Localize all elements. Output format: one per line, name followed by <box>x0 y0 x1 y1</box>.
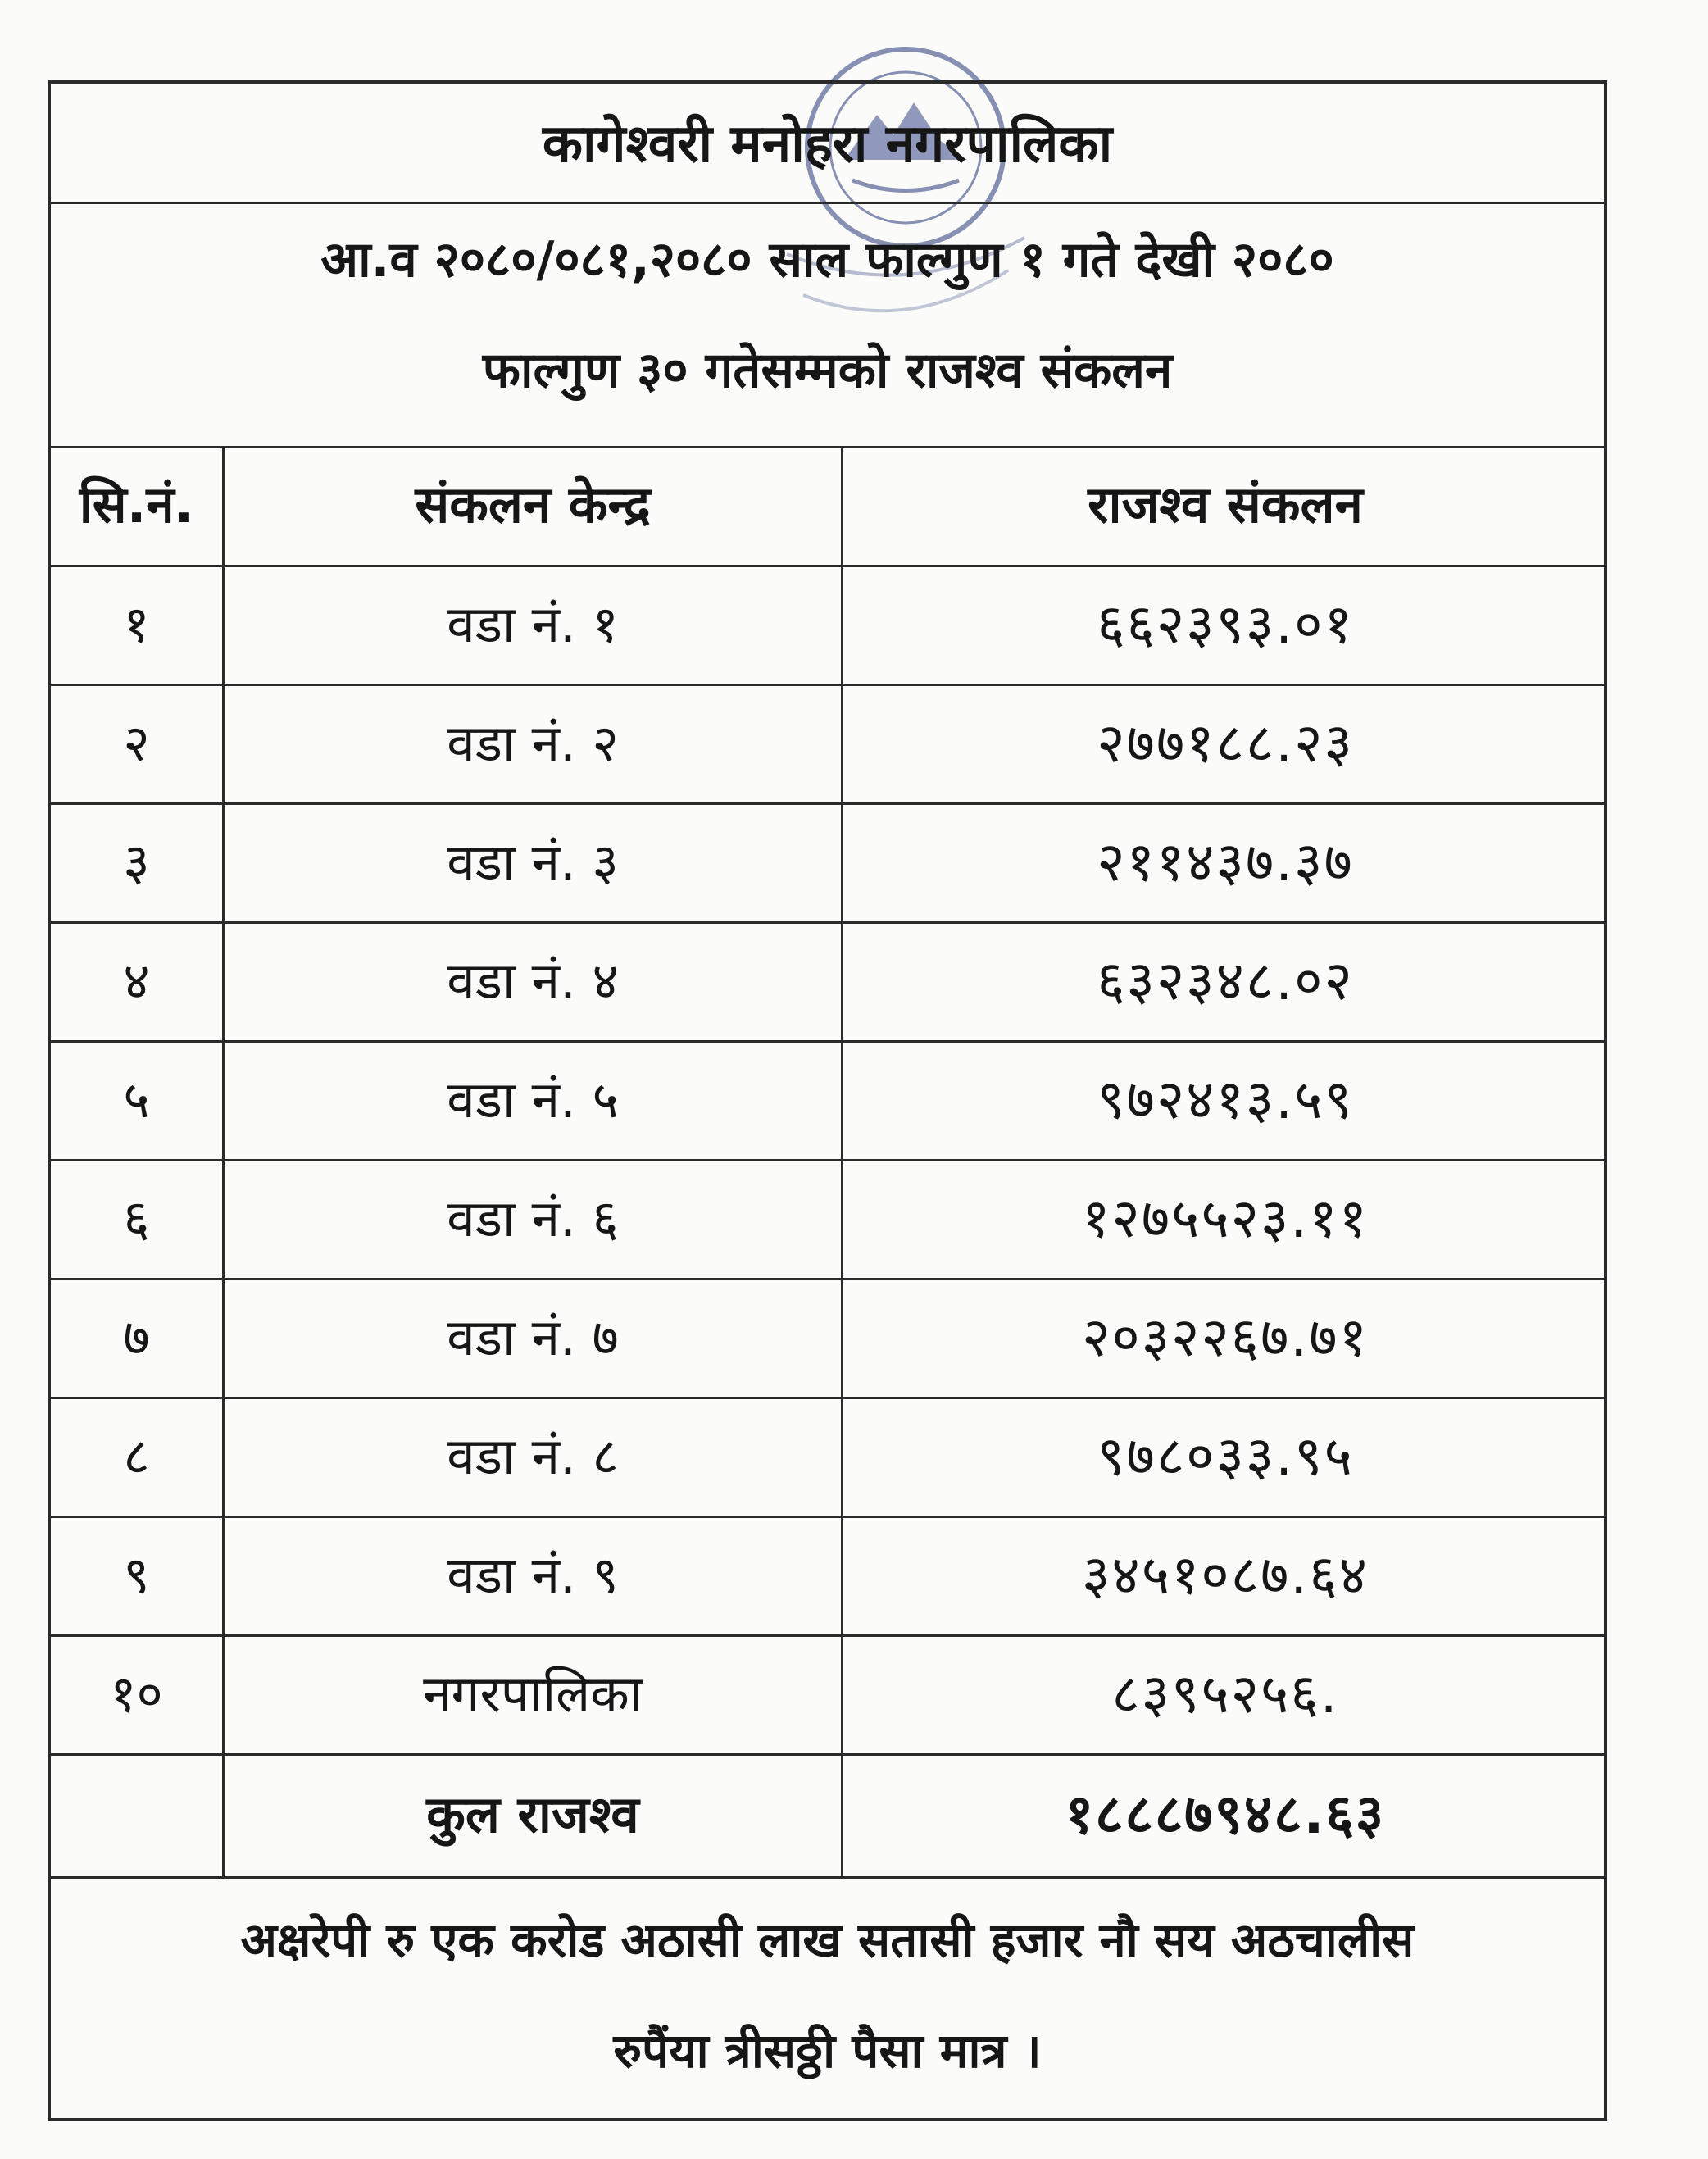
row-collection-center: वडा नं. ५ <box>447 1070 619 1129</box>
row-serial-number: ५ <box>123 1070 150 1129</box>
row-collection-center: नगरपालिका <box>423 1664 643 1724</box>
header-serial-number: सि.नं. <box>79 475 194 534</box>
row-collection-center: वडा नं. ४ <box>447 951 619 1011</box>
row-revenue-amount: ६६२३९३.०१ <box>1097 593 1354 656</box>
row-collection-center: वडा नं. २ <box>447 713 619 773</box>
amount-in-words-line2: रुपैंया त्रीसठ्ठी पैसा मात्र । <box>613 2023 1042 2079</box>
row-collection-center: वडा नं. ६ <box>447 1189 619 1248</box>
row-serial-number: ६ <box>123 1189 150 1248</box>
row-revenue-amount: २७७१८८.२३ <box>1097 711 1354 775</box>
row-revenue-amount: ६३२३४८.०२ <box>1097 949 1354 1012</box>
row-collection-center: वडा नं. ८ <box>447 1426 619 1486</box>
row-revenue-amount: १२७५५२३.११ <box>1082 1187 1369 1250</box>
row-serial-number: ४ <box>123 951 150 1011</box>
row-serial-number: ७ <box>123 1307 150 1367</box>
row-revenue-amount: २०३२२६७.७१ <box>1082 1306 1369 1369</box>
row-serial-number: ८ <box>123 1426 150 1486</box>
document-subtitle-line2: फाल्गुण ३० गतेसम्मको राजश्व संकलन <box>482 342 1173 399</box>
row-serial-number: १ <box>123 594 150 654</box>
row-collection-center: वडा नं. ७ <box>447 1307 619 1367</box>
document-subtitle-line1: आ.व २०८०/०८१,२०८० साल फाल्गुण १ गते देखी २०८० <box>320 231 1334 289</box>
document-frame <box>48 80 1607 2121</box>
amount-in-words-line1: अक्षरेपी रु एक करोड अठासी लाख सतासी हजार नौ सय अठचालीस <box>240 1912 1415 1968</box>
divider <box>51 202 1604 204</box>
divider <box>51 1753 1604 1756</box>
divider <box>51 1876 1604 1879</box>
header-collection-center: संकलन केन्द्र <box>415 475 651 534</box>
row-serial-number: ३ <box>123 832 150 892</box>
row-revenue-amount: ९७८०३३.९५ <box>1097 1425 1354 1488</box>
header-revenue-collection: राजश्व संकलन <box>1088 475 1363 534</box>
row-revenue-amount: ३४५१०८७.६४ <box>1082 1543 1369 1607</box>
row-serial-number: २ <box>123 713 150 773</box>
row-revenue-amount: २११४३७.३७ <box>1097 830 1354 893</box>
row-collection-center: वडा नं. ९ <box>447 1545 619 1605</box>
row-revenue-amount: ९७२४१३.५९ <box>1097 1068 1354 1131</box>
row-serial-number: १० <box>110 1664 163 1724</box>
document-title: कागेश्वरी मनोहरा नगरपालिका <box>542 114 1113 175</box>
total-label: कुल राजश्व <box>426 1784 639 1844</box>
row-revenue-amount: ८३९५२५६. <box>1111 1662 1339 1725</box>
row-collection-center: वडा नं. १ <box>447 594 619 654</box>
row-collection-center: वडा नं. ३ <box>447 832 619 892</box>
row-serial-number: ९ <box>123 1545 150 1605</box>
total-amount: १८८८७९४८.६३ <box>1065 1783 1386 1846</box>
